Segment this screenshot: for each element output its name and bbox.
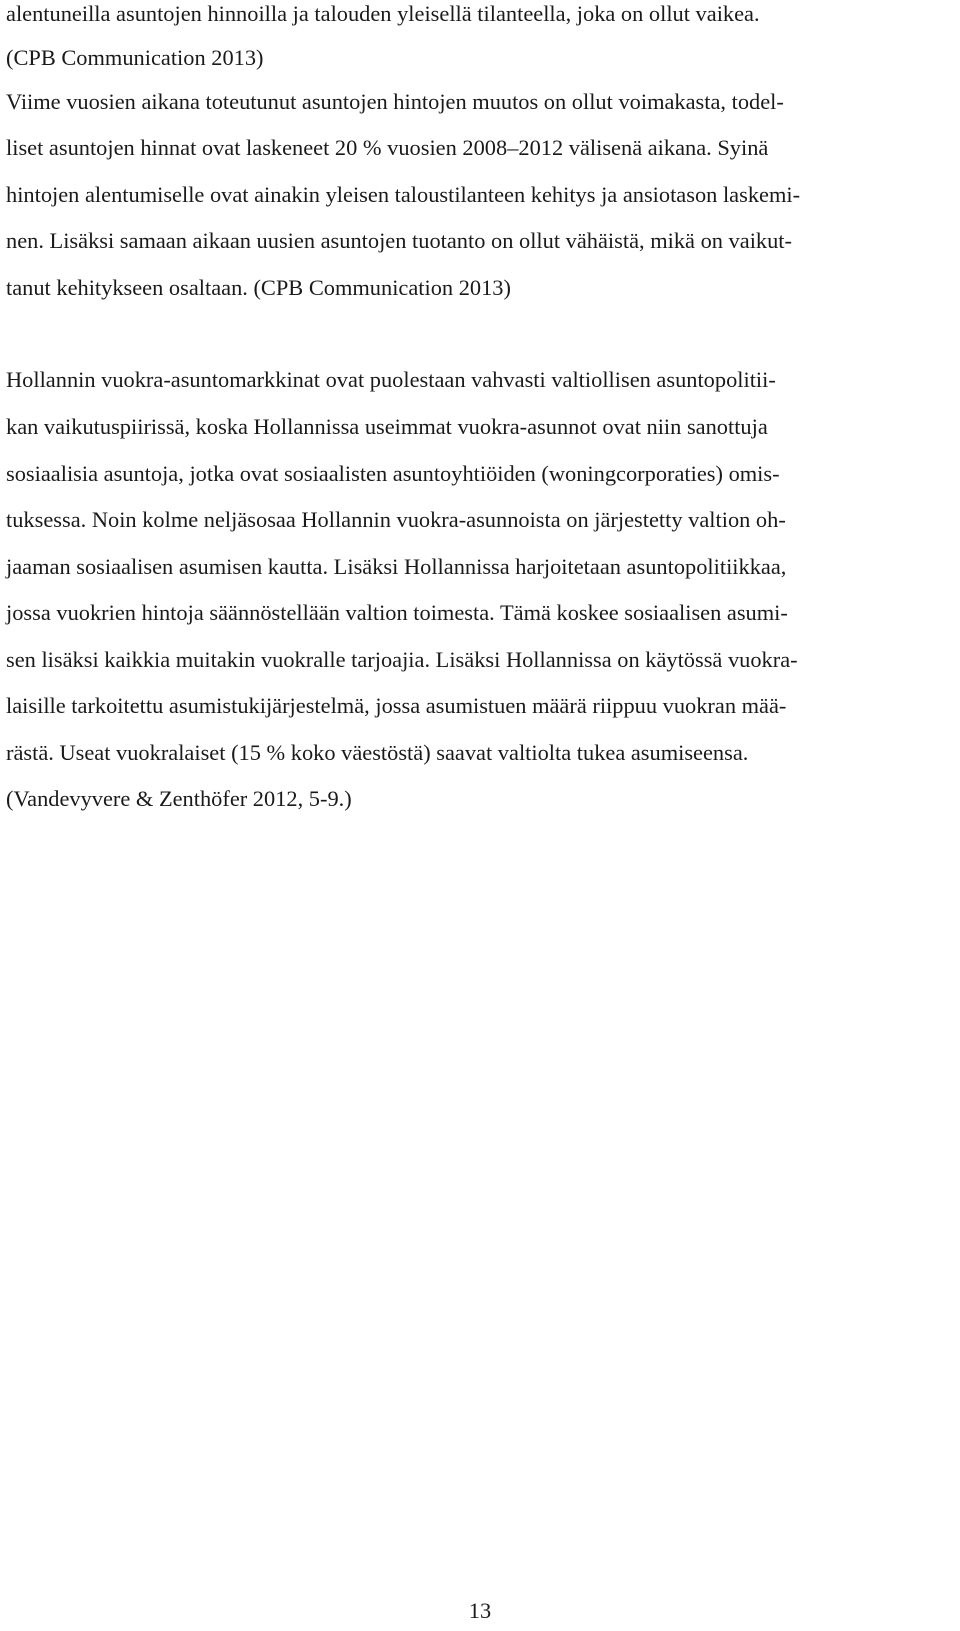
text-line: liset asuntojen hinnat ovat laskeneet 20 % vuosien 2008–2012 välisenä aikana. Syinä	[6, 135, 769, 160]
page-number: 13	[468, 1598, 492, 1623]
text-line: tuksessa. Noin kolme neljäsosaa Hollannin vuokra-asunnoista on järjestetty valtion oh-	[6, 507, 786, 532]
text-line: jaaman sosiaalisen asumisen kautta. Lisäksi Hollannissa harjoitetaan asuntopolitiikkaa,	[6, 554, 787, 579]
text-line: Hollannin vuokra-asuntomarkkinat ovat puolestaan vahvasti valtiollisen asuntopolitii-	[6, 367, 776, 392]
text-line: (Vandevyvere & Zenthöfer 2012, 5-9.)	[6, 786, 352, 811]
text-line: hintojen alentumiselle ovat ainakin yleisen taloustilanteen kehitys ja ansiotason laskemi-	[6, 182, 801, 207]
text-line: Viime vuosien aikana toteutunut asuntojen hintojen muutos on ollut voimakasta, todel-	[6, 89, 784, 114]
text-line: kan vaikutuspiirissä, koska Hollannissa useimmat vuokra-asunnot ovat niin sanottuja	[6, 414, 768, 439]
text-line: (CPB Communication 2013)	[6, 45, 264, 70]
text-line: sen lisäksi kaikkia muitakin vuokralle tarjoajia. Lisäksi Hollannissa on käytössä vuokra-	[6, 647, 798, 672]
text-line: jossa vuokrien hintoja säännöstellään valtion toimesta. Tämä koskee sosiaalisen asumi-	[6, 600, 788, 625]
text-line: alentuneilla asuntojen hinnoilla ja talouden yleisellä tilanteella, joka on ollut vaikea.	[6, 1, 760, 26]
text-line: tanut kehitykseen osaltaan. (CPB Communication 2013)	[6, 275, 511, 300]
text-line: sosiaalisia asuntoja, jotka ovat sosiaalisten asuntoyhtiöiden (woningcorporaties) omis-	[6, 461, 780, 486]
text-line: laisille tarkoitettu asumistukijärjestelmä, jossa asumistuen määrä riippuu vuokran mää-	[6, 693, 787, 718]
text-line: rästä. Useat vuokralaiset (15 % koko väestöstä) saavat valtiolta tukea asumiseensa.	[6, 740, 749, 765]
document-page	[6, 0, 954, 1631]
text-line: nen. Lisäksi samaan aikaan uusien asuntojen tuotanto on ollut vähäistä, mikä on vaikut-	[6, 228, 792, 253]
